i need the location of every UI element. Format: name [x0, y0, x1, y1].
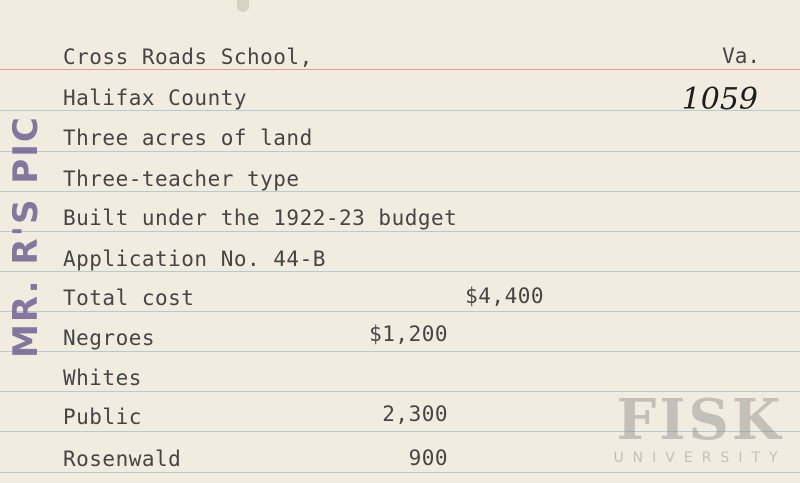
state-label: Va. — [722, 44, 760, 68]
watermark-name: FISK — [616, 387, 784, 453]
public-amount: 2,300 — [382, 402, 448, 426]
card-punch-notch — [237, 0, 249, 12]
stamp-text: MR. R'S PIC — [6, 115, 46, 358]
ruled-line — [0, 151, 800, 152]
fisk-watermark — [610, 387, 790, 466]
ruled-line — [0, 271, 800, 272]
budget-line: Built under the 1922-23 budget — [63, 206, 458, 230]
whites-label: Whites — [63, 366, 142, 390]
ruled-line — [0, 191, 800, 192]
school-name: Cross Roads School, — [63, 45, 313, 69]
negroes-label: Negroes — [63, 326, 156, 350]
type-line: Three-teacher type — [63, 167, 300, 191]
rosenwald-amount: 900 — [408, 446, 448, 470]
land-line: Three acres of land — [63, 126, 313, 150]
application-line: Application No. 44-B — [63, 247, 326, 271]
rosenwald-label: Rosenwald — [63, 447, 182, 471]
ruled-line — [0, 231, 800, 232]
county-line: Halifax County — [63, 86, 248, 110]
ruled-line — [0, 110, 800, 111]
total-cost-label: Total cost — [63, 286, 195, 310]
ruled-line — [0, 311, 800, 312]
header-rule — [0, 69, 800, 70]
ruled-line — [0, 472, 800, 473]
public-label: Public — [63, 405, 142, 429]
ruled-line — [0, 351, 800, 352]
watermark-sub: UNIVERSITY — [613, 450, 787, 466]
negroes-amount: $1,200 — [369, 322, 448, 346]
total-cost-amount: $4,400 — [465, 284, 544, 308]
handwritten-number: 1059 — [681, 82, 758, 117]
